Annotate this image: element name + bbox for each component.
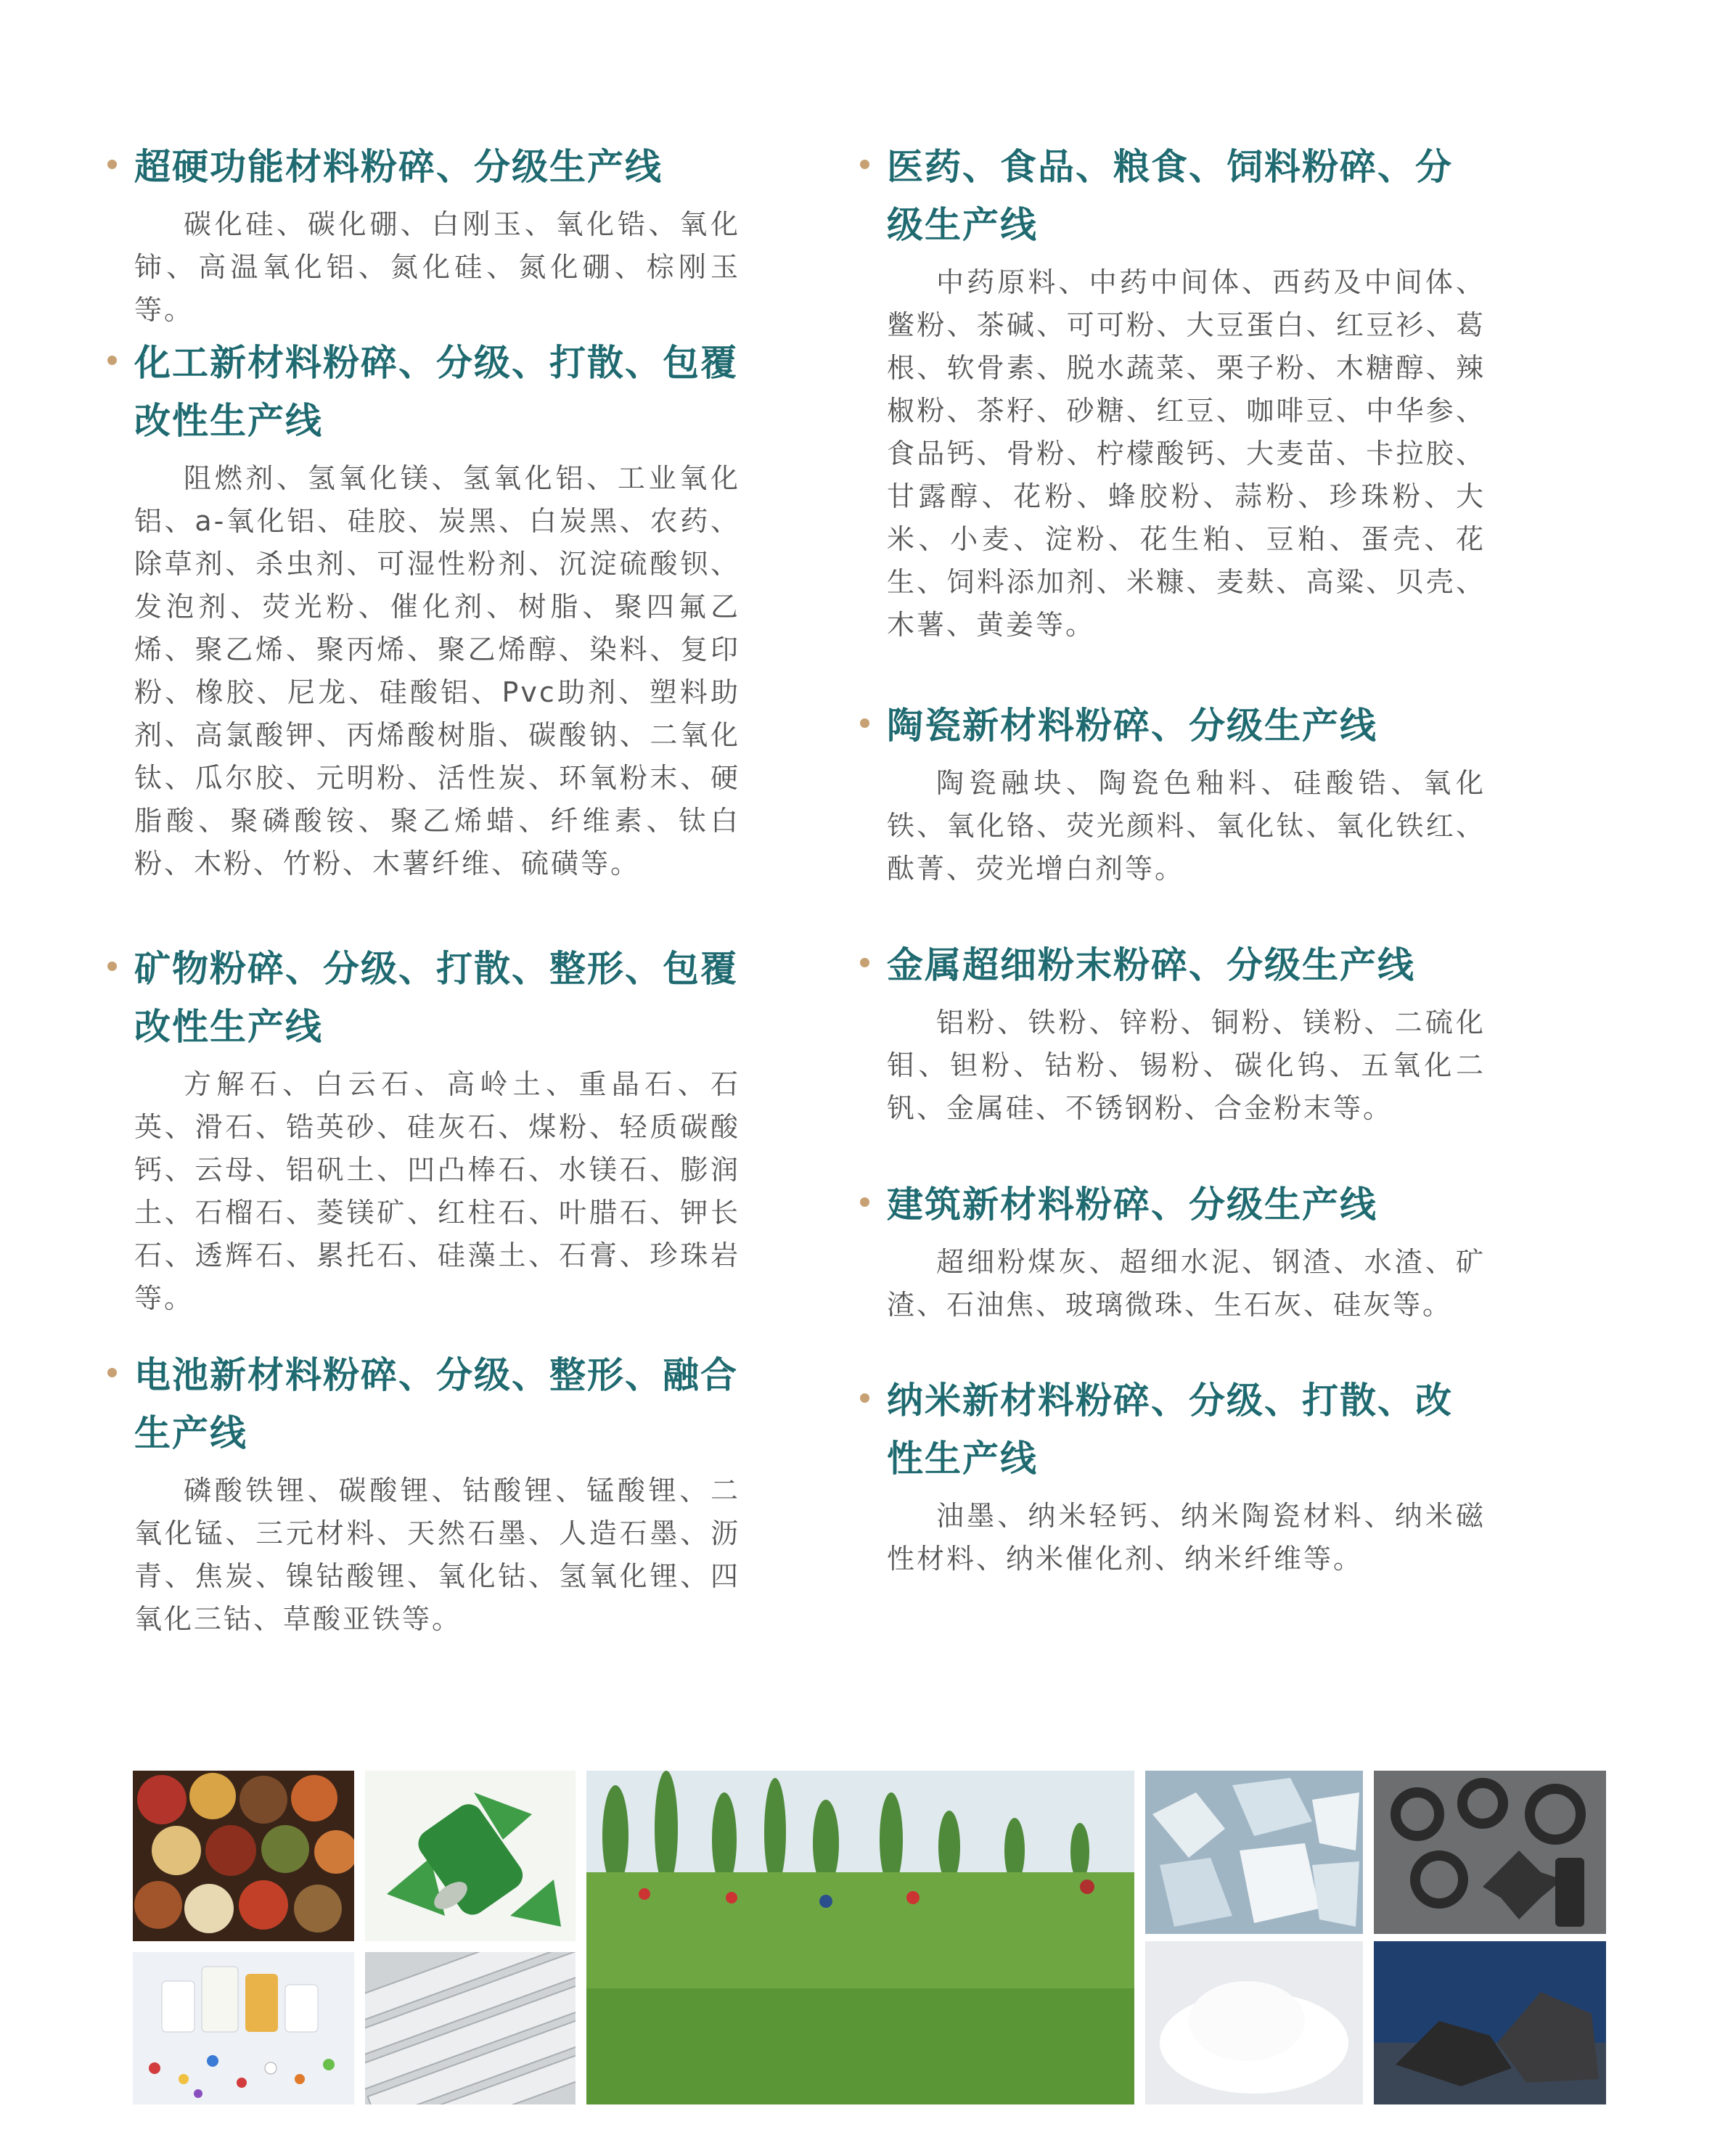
section-metal: [860, 936, 1486, 1147]
section-medicine-food: [860, 138, 1486, 668]
photo-strip: [133, 1771, 1606, 2104]
section-body: 方解石、白云石、高岭土、重晶石、石英、滑石、锆英砂、硅灰石、煤粉、轻质碳酸钙、云母、铝矾土、凹凸棒石、水镁石、膨润土、石榴石、菱镁矿、红柱石、叶腊石、钾长石、透辉石、累托石、硅藻土、石膏、珍珠岩等。: [134, 1068, 740, 1314]
section-body: 阻燃剂、氢氧化镁、氢氧化铝、工业氧化铝、a-氧化铝、硅胶、炭黑、白炭黑、农药、除草剂、杀虫剂、可湿性粉剂、沉淀硫酸钡、发泡剂、荧光粉、催化剂、树脂、聚四氟乙烯、聚乙烯、聚丙烯、聚乙烯醇、染料、复印粉、橡胶、尼龙、硅酸铝、Pvc助剂、塑料助剂、高氯酸钾、丙烯酸树脂、碳酸钠、二氧化钛、瓜尔胶、元明粉、活性炭、环氧粉末、硬脂酸、聚磷酸铵、聚乙烯蜡、纤维素、钛白粉、木粉、竹粉、木薯纤维、硫磺等。: [134, 462, 740, 880]
left-column: [107, 138, 740, 1641]
section-body: 碳化硅、碳化硼、白刚玉、氧化锆、氧化铈、高温氧化铝、氮化硅、氮化硼、棕刚玉等。: [134, 208, 740, 326]
pills-photo: [133, 1952, 354, 2104]
section-body: 铝粉、铁粉、锌粉、铜粉、镁粉、二硫化钼、钽粉、钴粉、锡粉、碳化钨、五氧化二钒、金属硅、不锈钢粉、合金粉末等。: [887, 1007, 1486, 1124]
section-building: [860, 1176, 1486, 1343]
section-title: 超硬功能材料粉碎、分级生产线: [134, 146, 663, 188]
section-body: 磷酸铁锂、碳酸锂、钴酸锂、锰酸锂、二氧化锰、三元材料、天然石墨、人造石墨、沥青、焦炭、镍钴酸锂、氧化钴、氢氧化锂、四氧化三钴、草酸亚铁等。: [134, 1475, 740, 1635]
battery-photo: [365, 1771, 576, 1941]
section-body: 超细粉煤灰、超细水泥、钢渣、水渣、矿渣、石油焦、玻璃微珠、生石灰、硅灰等。: [887, 1246, 1486, 1321]
section-chemical: [107, 334, 740, 907]
section-body: 中药原料、中药中间体、西药及中间体、鳖粉、茶碱、可可粉、大豆蛋白、红豆衫、葛根、软骨素、脱水蔬菜、栗子粉、木糖醇、辣椒粉、茶籽、砂糖、红豆、咖啡豆、中华参、食品钙、骨粉、柠檬酸钙、大麦苗、卡拉胶、甘露醇、花粉、蜂胶粉、蒜粉、珍珠粉、大米、小麦、淀粉、花生粕、豆粕、蛋壳、花生、饲料添加剂、米糠、麦麸、高粱、贝壳、木薯、黄姜等。: [887, 266, 1486, 641]
section-superhard: [107, 138, 740, 326]
field-photo: [586, 1771, 1134, 2104]
pipes-photo: [365, 1952, 576, 2104]
section-title: 金属超细粉末粉碎、分级生产线: [887, 944, 1415, 986]
section-battery: [107, 1346, 740, 1641]
ore-photo: [1374, 1941, 1606, 2104]
section-title: 矿物粉碎、分级、打散、整形、包覆改性生产线: [134, 948, 738, 1048]
section-mineral: [107, 940, 740, 1324]
ceramic-parts-photo: [1374, 1771, 1606, 1934]
section-title: 电池新材料粉碎、分级、整形、融合生产线: [134, 1354, 738, 1454]
section-title: 纳米新材料粉碎、分级、打散、改性生产线: [887, 1380, 1453, 1480]
section-title: 化工新材料粉碎、分级、打散、包覆改性生产线: [134, 342, 738, 442]
spices-photo: [133, 1771, 354, 1941]
right-column: [860, 138, 1486, 1581]
section-body: 油墨、纳米轻钙、纳米陶瓷材料、纳米磁性材料、纳米催化剂、纳米纤维等。: [887, 1500, 1486, 1575]
section-nano: [860, 1372, 1486, 1581]
section-title: 建筑新材料粉碎、分级生产线: [887, 1184, 1377, 1226]
section-title: 医药、食品、粮食、饲料粉碎、分级生产线: [887, 146, 1453, 246]
section-ceramic: [860, 697, 1486, 907]
minerals-photo: [1145, 1771, 1363, 1934]
section-title: 陶瓷新材料粉碎、分级生产线: [887, 705, 1377, 747]
powder-photo: [1145, 1941, 1363, 2104]
section-body: 陶瓷融块、陶瓷色釉料、硅酸锆、氧化铁、氧化铬、荧光颜料、氧化钛、氧化铁红、酞菁、荧光增白剂等。: [887, 767, 1486, 885]
